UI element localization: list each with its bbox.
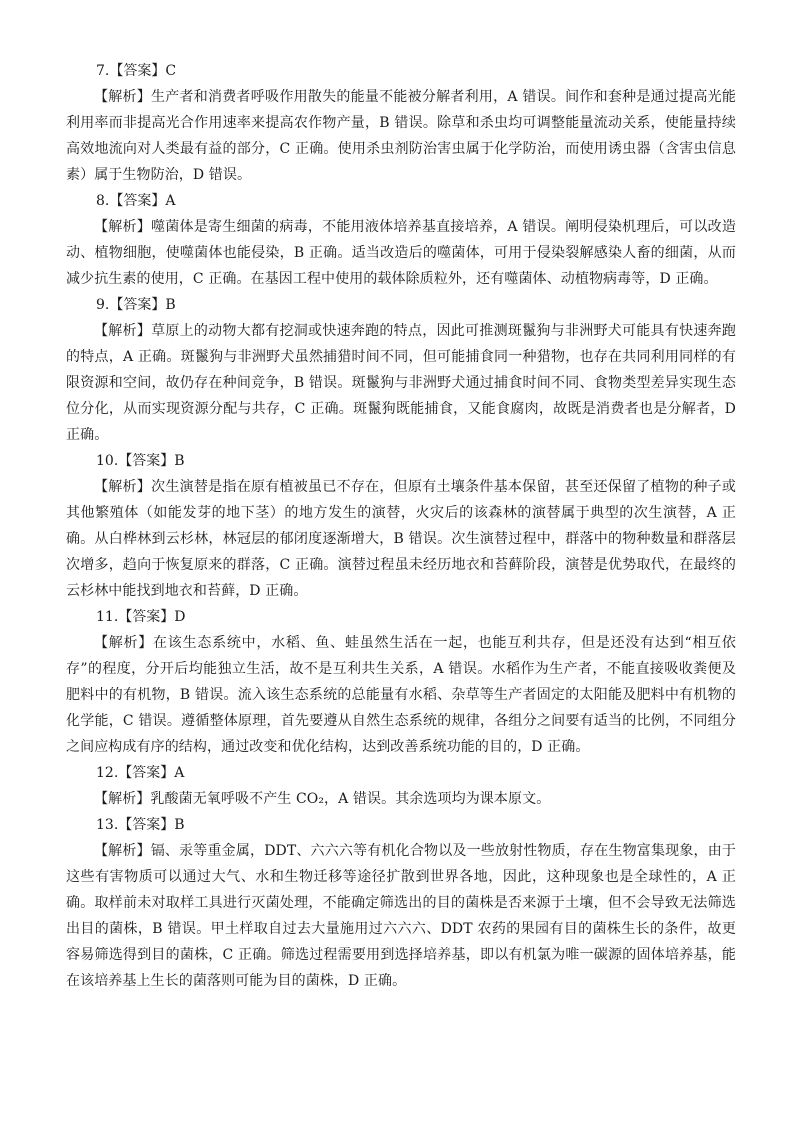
answer-line: 8.【答案】A [96, 193, 176, 209]
question-9 [66, 292, 736, 448]
question-7 [66, 58, 736, 188]
analysis-paragraph: 【解析】在该生态系统中，水稻、鱼、蛙虽然生活在一起，也能互利共存，但是还没有达到“相互依存”的程度，分开后均能独立生活，故不是互利共生关系，A 错误。水稻作为生产者，不能直接吸收粪便及肥料中的有机物，B 错误。流入该生态系统的总能量有水稻、杂草等生产者固定的太阳能及肥料中有机物的化学能，C 错误。遵循整体原理，首先要遵从自然生态系统的规律，各组分之间要有适当的比例，不同组分之间应构成有序的结构，通过改变和优化结构，达到改善系统功能的目的，D 正确。 [66, 635, 736, 755]
question-10 [66, 448, 736, 604]
question-13 [66, 812, 736, 994]
analysis-paragraph: 【解析】生产者和消费者呼吸作用散失的能量不能被分解者利用，A 错误。间作和套种是通过提高光能利用率而非提高光合作用速率来提高农作物产量，B 错误。除草和杀虫均可调整能量流动关系，使能量持续高效地流向对人类最有益的部分，C 正确。使用杀虫剂防治害虫属于化学防治，而使用诱虫器（含害虫信息素）属于生物防治，D 错误。 [66, 89, 736, 183]
question-8 [66, 188, 736, 292]
question-11 [66, 604, 736, 760]
answer-line: 9.【答案】B [96, 297, 176, 313]
document-page [66, 58, 736, 994]
answer-line: 12.【答案】A [96, 765, 185, 781]
analysis-paragraph: 【解析】草原上的动物大都有挖洞或快速奔跑的特点，因此可推测斑鬣狗与非洲野犬可能具有快速奔跑的特点，A 正确。斑鬣狗与非洲野犬虽然捕猎时间不同，但可能捕食同一种猎物，也存在共同利用同样的有限资源和空间，故仍存在种间竞争，B 错误。斑鬣狗与非洲野犬通过捕食时间不同、食物类型差异实现生态位分化，从而实现资源分配与共存，C 正确。斑鬣狗既能捕食，又能食腐肉，故既是消费者也是分解者，D 正确。 [66, 323, 736, 443]
analysis-paragraph: 【解析】镉、汞等重金属，DDT、六六六等有机化合物以及一些放射性物质，存在生物富集现象，由于这些有害物质可以通过大气、水和生物迁移等途径扩散到世界各地，因此，这种现象也是全球性的，A 正确。取样前未对取样工具进行灭菌处理，不能确定筛选出的目的菌株是否来源于土壤，但不会导致无法筛选出目的菌株，B 错误。甲土样取自过去大量施用过六六六、DDT 农药的果园有目的菌株生长的条件，故更容易筛选得到目的菌株，C 正确。筛选过程需要用到选择培养基，即以有机氯为唯一碳源的固体培养基，能在该培养基上生长的菌落则可能为目的菌株，D 正确。 [66, 843, 736, 989]
analysis-paragraph: 【解析】乳酸菌无氧呼吸不产生 CO₂，A 错误。其余选项均为课本原文。 [94, 791, 551, 807]
analysis-paragraph: 【解析】噬菌体是寄生细菌的病毒，不能用液体培养基直接培养，A 错误。阐明侵染机理后，可以改造动、植物细胞，使噬菌体也能侵染，B 正确。适当改造后的噬菌体，可用于侵染裂解感染人畜的细菌，从而减少抗生素的使用，C 正确。在基因工程中使用的载体除质粒外，还有噬菌体、动植物病毒等，D 正确。 [66, 219, 736, 287]
answer-line: 7.【答案】C [96, 63, 177, 79]
question-12 [66, 760, 736, 812]
answer-line: 10.【答案】B [96, 453, 185, 469]
analysis-paragraph: 【解析】次生演替是指在原有植被虽已不存在，但原有土壤条件基本保留，甚至还保留了植物的种子或其他繁殖体（如能发芽的地下茎）的地方发生的演替，火灾后的该森林的演替属于典型的次生演替，A 正确。从白桦林到云杉林，林冠层的郁闭度逐渐增大，B 错误。次生演替过程中，群落中的物种数量和群落层次增多，趋向于恢复原来的群落，C 正确。演替过程虽未经历地衣和苔藓阶段，演替是优势取代，在最终的云杉林中能找到地衣和苔藓，D 正确。 [66, 479, 736, 599]
answer-line: 11.【答案】D [96, 609, 186, 625]
answer-line: 13.【答案】B [96, 817, 185, 833]
